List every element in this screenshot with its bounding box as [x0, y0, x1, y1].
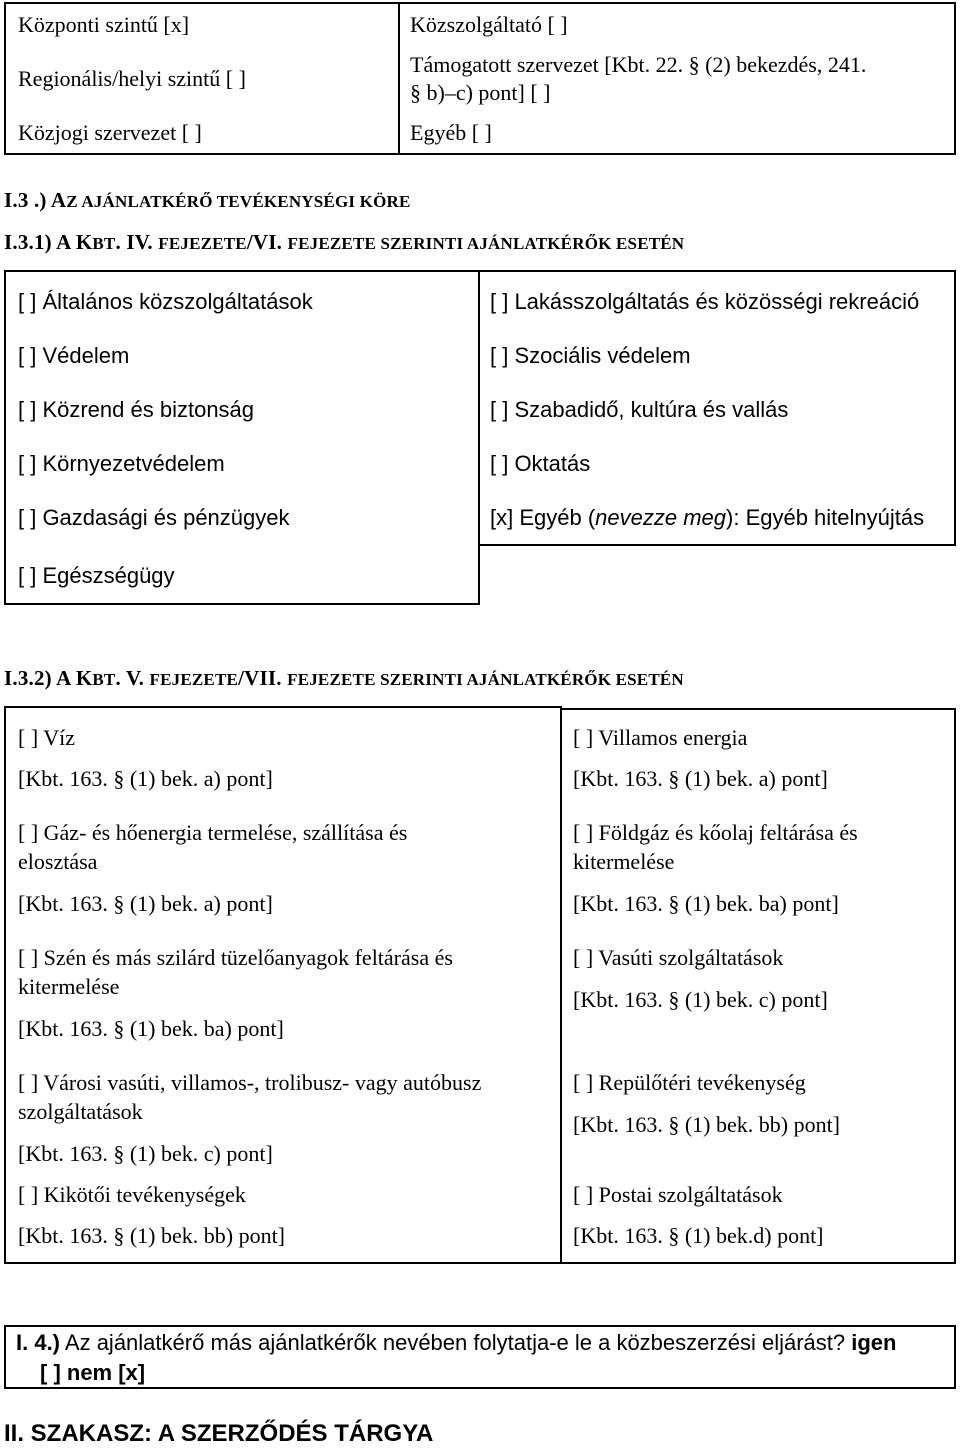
activity-education: [ ] Oktatás	[490, 451, 591, 476]
option-public-body: Közjogi szervezet [ ]	[18, 120, 202, 145]
section-i3-number: I.3 .) A	[4, 188, 67, 212]
activities2-left-border	[4, 706, 6, 1264]
utility-gas-heat-ref: [Kbt. 163. § (1) bek. a) pont]	[18, 891, 273, 916]
utility-coal-ref: [Kbt. 163. § (1) bek. ba) pont]	[18, 1016, 284, 1041]
activities2-top-border-left	[4, 706, 560, 708]
utility-oil-gas-line1: [ ] Földgáz és kőolaj feltárása és	[573, 820, 858, 845]
utility-electricity: [ ] Villamos energia	[573, 725, 748, 750]
activities1-top-border	[4, 270, 956, 272]
utility-coal-line1: [ ] Szén és más szilárd tüzelőanyagok feltárása és	[18, 945, 453, 970]
activity-economic-financial: [ ] Gazdasági és pénzügyek	[18, 505, 290, 530]
option-subsidised-line1: Támogatott szervezet [Kbt. 22. § (2) bekezdés, 241.	[410, 52, 867, 77]
utility-electricity-ref: [Kbt. 163. § (1) bek. a) pont]	[573, 766, 828, 791]
activity-recreation-culture: [ ] Szabadidő, kultúra és vallás	[490, 397, 789, 422]
activity-defence: [ ] Védelem	[18, 343, 130, 368]
option-central: Központi szintű [x]	[18, 12, 190, 37]
utility-oil-gas-line2: kitermelése	[573, 849, 675, 874]
activity-other-value: ): Egyéb hitelnyújtás	[726, 505, 925, 530]
option-subsidised-line2: § b)–c) pont] [ ]	[410, 80, 551, 105]
activities1-right-bottom	[478, 544, 956, 546]
section-i32-fejezete: FEJEZETE	[149, 670, 239, 689]
activities2-right-border	[954, 708, 956, 1264]
utility-postal-ref: [Kbt. 163. § (1) bek.d) pont]	[573, 1223, 824, 1248]
section-i4-text: Az ajánlatkérő más ajánlatkérők nevében folytatja-e le a közbeszerzési eljárást?	[60, 1330, 852, 1355]
utility-port: [ ] Kikötői tevékenységek	[18, 1182, 246, 1207]
option-regional: Regionális/helyi szintű [ ]	[18, 66, 246, 91]
activity-other-prefix: [x] Egyéb (	[490, 505, 596, 530]
utility-railway: [ ] Vasúti szolgáltatások	[573, 945, 784, 970]
section-i3-title: Z AJÁNLATKÉRŐ TEVÉKENYSÉGI KÖRE	[66, 192, 411, 211]
section-i31-fejezete: FEJEZETE	[158, 234, 247, 253]
section-i31-ch2: /VI.	[246, 230, 288, 254]
section-i32-ch2: /VII.	[238, 666, 288, 690]
activities2-top-border-right	[562, 708, 956, 710]
activities2-bottom-border	[4, 1262, 956, 1264]
utility-gas-heat-line2: elosztása	[18, 849, 98, 874]
section-i4-answer: [ ] nem [x]	[40, 1360, 146, 1385]
option-utility: Közszolgáltató [ ]	[410, 12, 568, 37]
section-i32-heading	[4, 666, 684, 691]
utility-airport-ref: [Kbt. 163. § (1) bek. bb) pont]	[573, 1112, 841, 1137]
section-i31-title: FEJEZETE SZERINTI AJÁNLATKÉRŐK ESETÉN	[287, 234, 685, 253]
activities1-right-border	[954, 270, 956, 546]
section-i4-yes: igen	[851, 1330, 897, 1355]
activities1-left-border	[4, 270, 6, 605]
section-i4-number: I. 4.)	[16, 1330, 61, 1355]
utility-railway-ref: [Kbt. 163. § (1) bek. c) pont]	[573, 987, 828, 1012]
activity-other	[490, 503, 924, 532]
activity-public-order: [ ] Közrend és biztonság	[18, 397, 255, 422]
utility-urban-transport-line2: szolgáltatások	[18, 1099, 143, 1124]
activity-other-italic: nevezze meg	[595, 505, 727, 530]
utility-urban-transport-line1: [ ] Városi vasúti, villamos-, trolibusz- vagy autóbusz	[18, 1070, 482, 1095]
section-i31-kbt: BT	[92, 234, 116, 253]
activity-housing: [ ] Lakásszolgáltatás és közösségi rekreáció	[490, 289, 920, 314]
option-other: Egyéb [ ]	[410, 120, 492, 145]
utility-port-ref: [Kbt. 163. § (1) bek. bb) pont]	[18, 1223, 286, 1248]
activity-social-protection: [ ] Szociális védelem	[490, 343, 691, 368]
utility-water-ref: [Kbt. 163. § (1) bek. a) pont]	[18, 766, 273, 791]
section-i31-number: I.3.1) A K	[4, 230, 93, 254]
activities1-mid-divider	[478, 270, 480, 605]
utility-gas-heat-line1: [ ] Gáz- és hőenergia termelése, szállítása és	[18, 820, 408, 845]
utility-urban-transport-ref: [Kbt. 163. § (1) bek. c) pont]	[18, 1141, 273, 1166]
section-i32-title: FEJEZETE SZERINTI AJÁNLATKÉRŐK ESETÉN	[287, 670, 684, 689]
section-i32-number: I.3.2) A K	[4, 666, 93, 690]
section-i31-heading	[4, 230, 684, 255]
activities1-left-bottom	[4, 603, 478, 605]
utility-postal: [ ] Postai szolgáltatások	[573, 1182, 783, 1207]
activity-health: [ ] Egészségügy	[18, 563, 175, 588]
section-i32-ch1: . V.	[115, 666, 150, 690]
utility-water: [ ] Víz	[18, 725, 76, 750]
activity-environment: [ ] Környezetvédelem	[18, 451, 225, 476]
activity-general-public-services: [ ] Általános közszolgáltatások	[18, 289, 313, 314]
utility-coal-line2: kitermelése	[18, 974, 120, 999]
utility-oil-gas-ref: [Kbt. 163. § (1) bek. ba) pont]	[573, 891, 839, 916]
section-i4-question	[16, 1328, 946, 1357]
section-i32-kbt: BT	[92, 670, 116, 689]
utility-airport: [ ] Repülőtéri tevékenység	[573, 1070, 806, 1095]
activities2-mid-divider	[560, 706, 562, 1264]
section-i3-heading	[4, 188, 411, 213]
section-ii-title: II. SZAKASZ: A SZERZŐDÉS TÁRGYA	[4, 1420, 434, 1447]
table-divider	[398, 2, 400, 155]
section-i31-ch1: . IV.	[115, 230, 159, 254]
